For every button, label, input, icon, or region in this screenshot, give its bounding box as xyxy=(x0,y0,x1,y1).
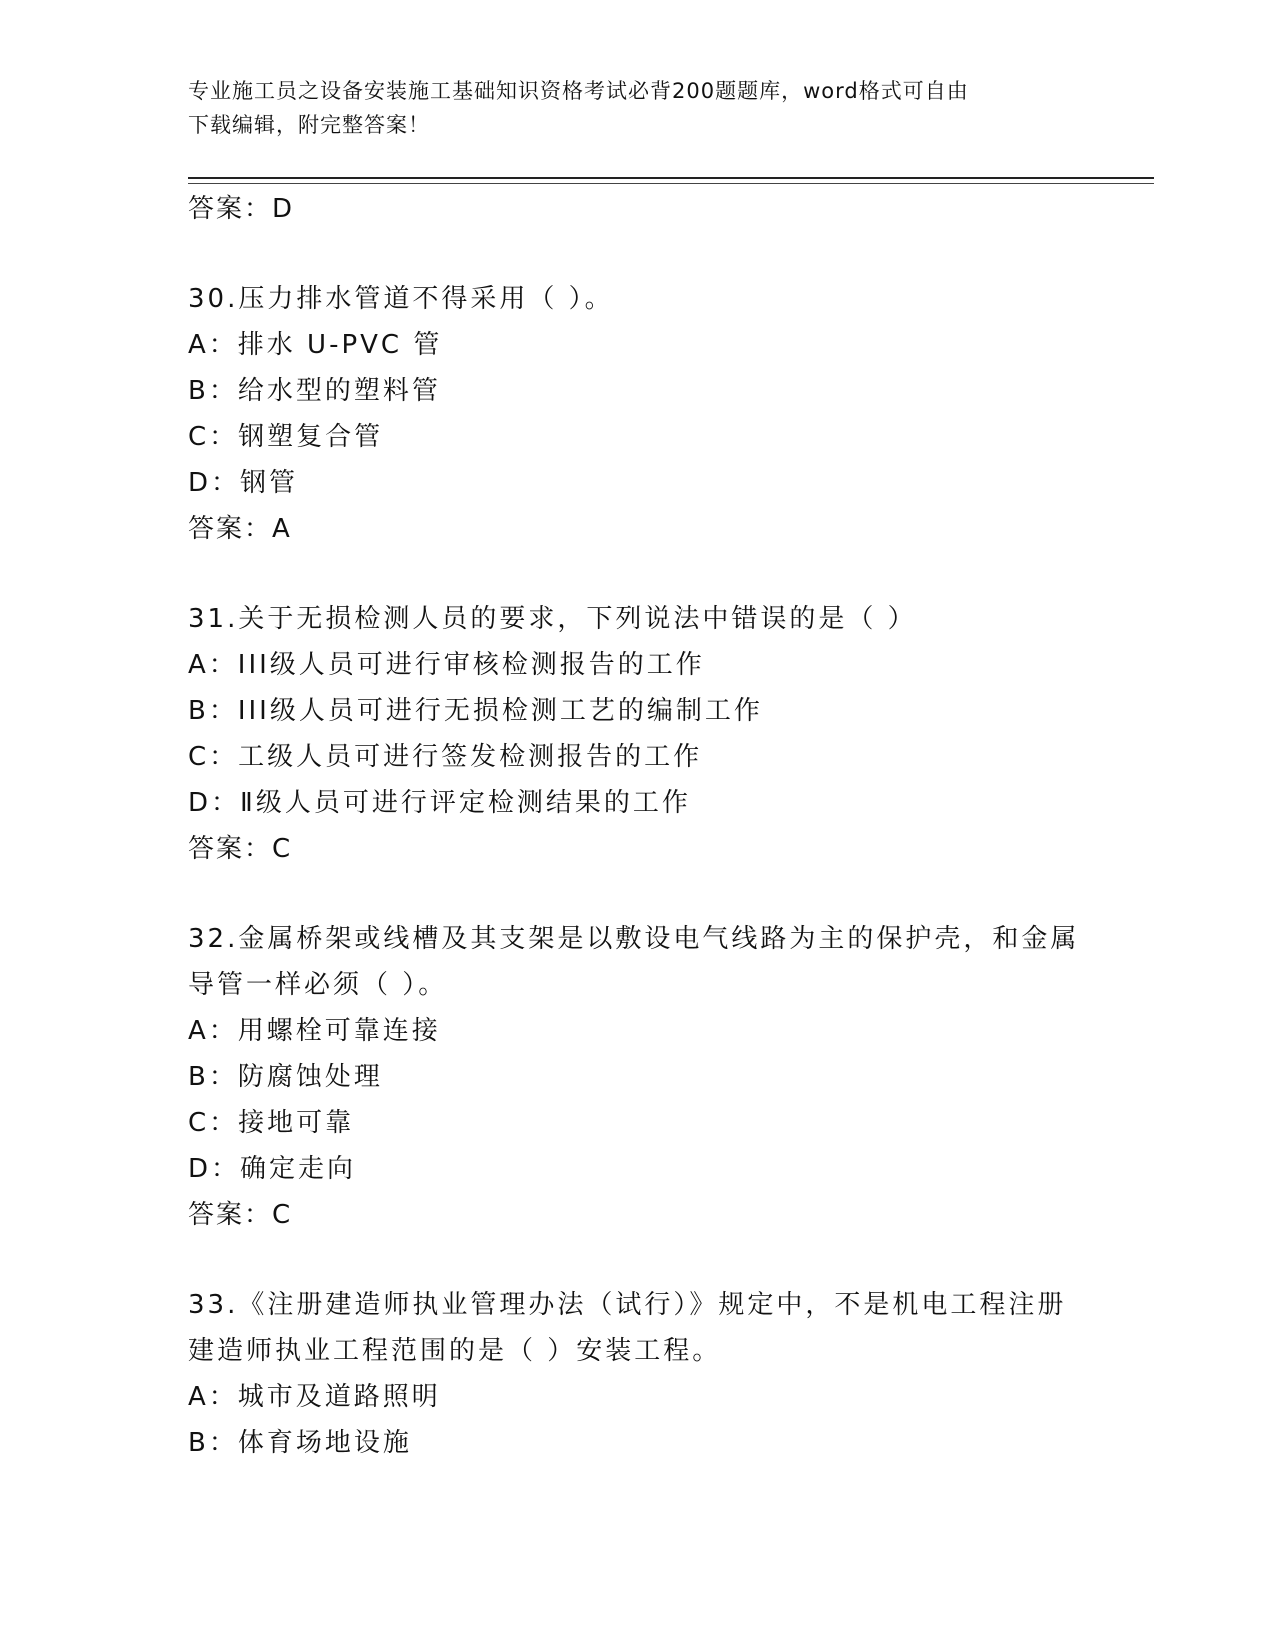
option-d: D：确定走向 xyxy=(188,1154,357,1184)
answer-line: 答案：C xyxy=(188,1200,293,1230)
spacer xyxy=(188,872,1088,916)
question-block xyxy=(188,596,1088,872)
answer-line: 答案：D xyxy=(188,194,295,224)
option-a: A：III级人员可进行审核检测报告的工作 xyxy=(188,650,705,680)
question-text: 32.金属桥架或线槽及其支架是以敷设电气线路为主的保护壳，和金属 xyxy=(188,924,1080,954)
option-a: A：城市及道路照明 xyxy=(188,1382,441,1412)
spacer xyxy=(188,232,1088,276)
document-header xyxy=(188,74,1068,142)
option-d: D：钢管 xyxy=(188,468,299,498)
spacer xyxy=(188,552,1088,596)
question-text: 30.压力排水管道不得采用（ ）。 xyxy=(188,284,614,314)
question-text-continued: 导管一样必须（ ）。 xyxy=(188,970,448,1000)
option-b: B：防腐蚀处理 xyxy=(188,1062,383,1092)
question-block xyxy=(188,1282,1088,1466)
answer-line: 答案：C xyxy=(188,834,293,864)
question-block xyxy=(188,916,1088,1238)
question-text: 33.《注册建造师执业管理办法（试行）》规定中，不是机电工程注册 xyxy=(188,1290,1067,1320)
option-c: C：工级人员可进行签发检测报告的工作 xyxy=(188,742,703,772)
option-b: B：体育场地设施 xyxy=(188,1428,412,1458)
question-text-continued: 建造师执业工程范围的是（ ）安装工程。 xyxy=(188,1336,722,1366)
header-line-1: 专业施工员之设备安装施工基础知识资格考试必背200题题库，word格式可自由 xyxy=(188,79,969,103)
header-divider-thin xyxy=(188,183,1154,184)
option-c: C：钢塑复合管 xyxy=(188,422,384,452)
option-b: B：给水型的塑料管 xyxy=(188,376,441,406)
option-a: A：用螺栓可靠连接 xyxy=(188,1016,441,1046)
option-a: A：排水 U-PVC 管 xyxy=(188,330,443,360)
question-text: 31.关于无损检测人员的要求，下列说法中错误的是（ ） xyxy=(188,604,917,634)
option-c: C：接地可靠 xyxy=(188,1108,355,1138)
answer-line: 答案：A xyxy=(188,514,292,544)
option-b: B：III级人员可进行无损检测工艺的编制工作 xyxy=(188,696,763,726)
option-d: D：Ⅱ级人员可进行评定检测结果的工作 xyxy=(188,788,691,818)
question-block xyxy=(188,276,1088,552)
spacer xyxy=(188,1238,1088,1282)
question-list xyxy=(188,186,1088,1466)
header-line-2: 下载编辑，附完整答案！ xyxy=(188,113,430,137)
header-divider xyxy=(188,177,1154,179)
